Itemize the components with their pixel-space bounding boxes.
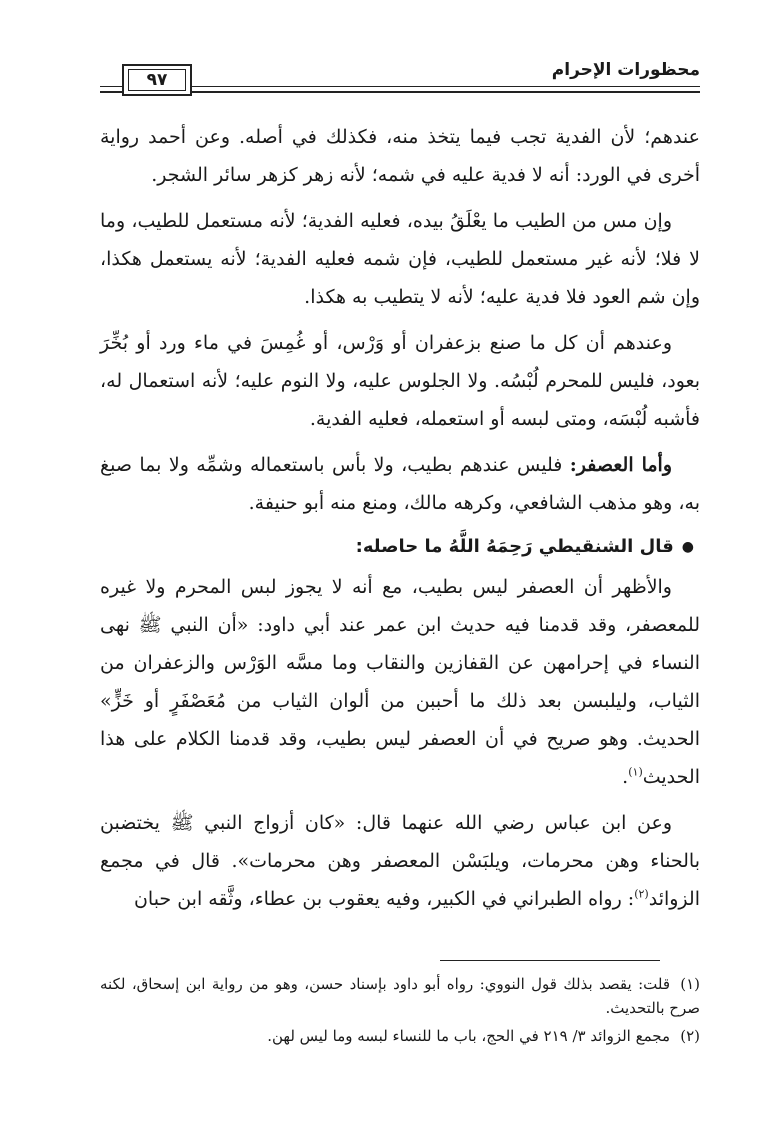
footnote: [100, 972, 700, 1020]
footnote-divider: [440, 960, 660, 961]
paragraph-end: .: [622, 766, 629, 788]
term-heading: وأما العصفر:: [569, 454, 673, 476]
paragraph-text: والأظهر أن العصفر ليس بطيب، مع أنه لا يجوز لبس المحرم ولا غيره للمعصفر، وقد قدمنا فيه حديث ابن عمر عند أبي داود: «أن النبي ﷺ نهى النساء في إحرامهن عن القفازين والنقاب وما مسَّه الوَرْس والزعفران من الثياب، وليلبسن بعد ذلك ما أحببن من ألوان الثياب من مُعَصْفَرٍ أو خَزٍّ» الحديث. وهو صريح في أن العصفر ليس بطيب، وقد قدمنا الكلام على هذا الحديث: [100, 576, 700, 788]
paragraph: [100, 446, 700, 522]
page-number-box: [122, 64, 192, 96]
paragraph-text: وعن ابن عباس رضي الله عنهما قال: «كان أزواج النبي ﷺ يختضبن بالحناء وهن محرمات، ويلبَسْن المعصفر وهن محرمات». قال في مجمع الزوائد: [100, 812, 700, 910]
section-heading-text: قال الشنقيطي رَحِمَهُ اللَّهُ ما حاصله:: [355, 536, 674, 557]
footnote-text: قلت: يقصد بذلك قول النووي: رواه أبو داود بإسناد حسن، وهو من رواية ابن إسحاق، لكنه صرح بالتحديث.: [100, 975, 700, 1017]
paragraph-text: فليس عندهم بطيب، ولا بأس باستعماله وشمِّه ولا بما صبغ به، وهو مذهب الشافعي، وكرهه مالك، ومنع منه أبو حنيفة.: [100, 454, 700, 514]
footnote-text: مجمع الزوائد ٣/ ٢١٩ في الحج، باب ما للنساء لبسه وما ليس لهن.: [267, 1027, 670, 1045]
bullet-icon: ●: [681, 539, 694, 555]
footnote-ref: (١): [628, 765, 643, 779]
section-heading: [100, 530, 700, 564]
paragraph: [100, 568, 700, 796]
paragraph: وعندهم أن كل ما صنع بزعفران أو وَرْس، أو غُمِسَ في ماء ورد أو بُخِّرَ بعود، فليس للمحرم لُبْسُه. ولا الجلوس عليه، ولا النوم عليه؛ لأنه استعمال له، فأشبه لُبْسَه، ومتى لبسه أو استعمله، فعليه الفدية.: [100, 332, 700, 430]
running-title: محظورات الإحرام: [551, 60, 700, 80]
footnote-ref: (٢): [634, 887, 649, 901]
footnote-number: (١): [680, 975, 700, 993]
page-number: ٩٧: [128, 69, 186, 91]
footnotes: [100, 972, 700, 1052]
paragraph: وإن مس من الطيب ما يعْلَقُ بيده، فعليه الفدية؛ لأنه مستعمل للطيب، وما لا فلا؛ لأنه غير مستعمل للطيب، فإن شمه فعليه الفدية؛ لأنه يستعمل هكذا، وإن شم العود فلا فدية عليه؛ لأنه لا يتطيب به هكذا.: [100, 210, 700, 308]
paragraph: عندهم؛ لأن الفدية تجب فيما يتخذ منه، فكذلك في أصله. وعن أحمد رواية أخرى في الورد: أنه لا فدية عليه في شمه؛ لأنه زهر كزهر سائر الشجر.: [100, 126, 700, 186]
footnote: [100, 1024, 700, 1048]
main-text: [100, 118, 700, 926]
footnote-number: (٢): [680, 1027, 700, 1045]
paragraph-text: : رواه الطبراني في الكبير، وفيه يعقوب بن عطاء، وثَّقه ابن حبان: [133, 888, 635, 910]
page-header: [100, 56, 700, 102]
paragraph: [100, 804, 700, 918]
